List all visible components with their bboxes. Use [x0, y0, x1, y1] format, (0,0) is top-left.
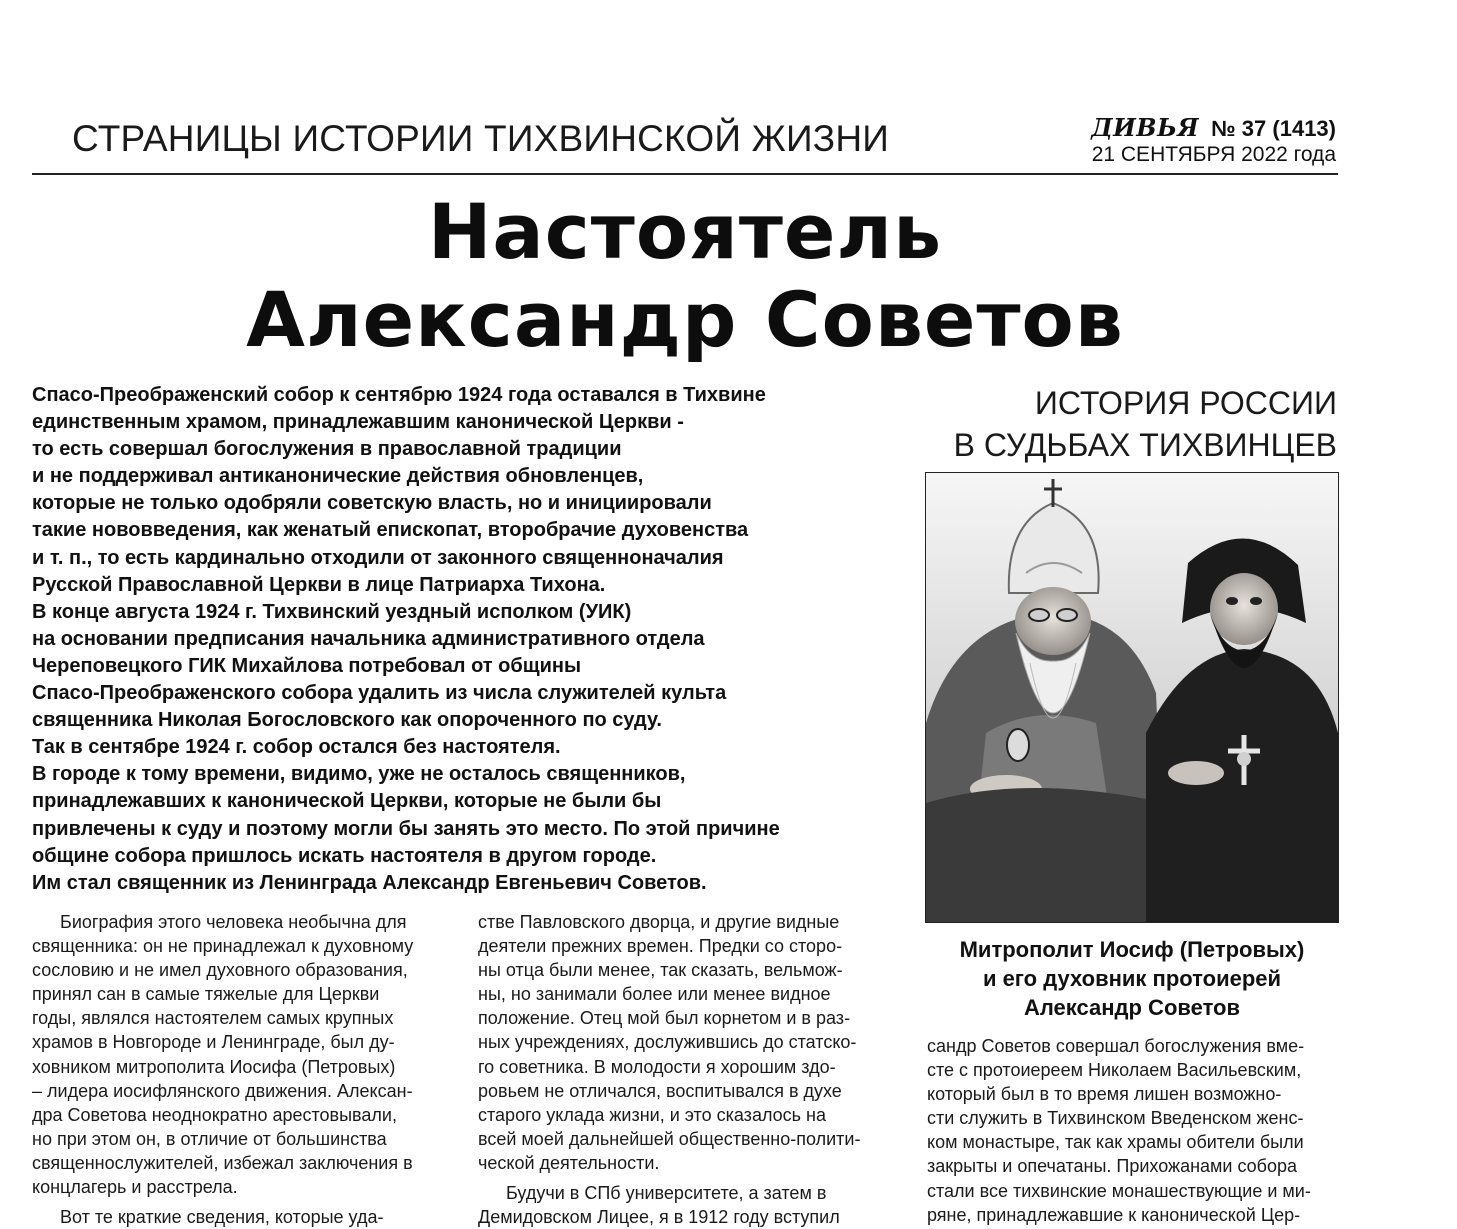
rubric-line-2: В СУДЬБАХ ТИХВИНЦЕВ [953, 427, 1337, 463]
lead-line: Так в сентябре 1924 г. собор остался без настоятеля. [32, 736, 561, 759]
issue-date: 21 СЕНТЯБРЯ 2022 года [1091, 143, 1336, 166]
headline-line-2: Александр Советов [246, 275, 1124, 364]
portrait-photo [925, 472, 1339, 923]
lead-line: принадлежавших к канонической Церкви, которые не были бы [32, 790, 662, 813]
column-line: годы, являлся настоятелем самых крупных [32, 1008, 394, 1029]
lead-line: В городе к тому времени, видимо, уже не осталось священников, [32, 763, 686, 786]
lead-line: привлечены к суду и поэтому могли бы занять это место. По этой причине [32, 817, 780, 840]
column-line: Биография этого человека необычна для [60, 912, 407, 932]
column-line: сословию и не имел духовного образования, [32, 960, 408, 981]
column-line: стали все тихвинские монашествующие и ми- [927, 1180, 1311, 1201]
rubric-line-1: ИСТОРИЯ РОССИИ [1034, 385, 1337, 421]
column-line: священника: он не принадлежал к духовному [32, 936, 414, 957]
column-line: деятели прежних времен. Предки со сторо- [478, 936, 843, 957]
column-line: закрыты и опечатаны. Прихожанами собора [927, 1156, 1298, 1177]
lead-line: и т. п., то есть кардинально отходили от законного священноначалия [32, 546, 724, 569]
caption-line-3: Александр Советов [1023, 995, 1241, 1020]
column-line: концлагерь и расстрела. [32, 1177, 238, 1198]
column-line: но при этом он, в отличие от большинства [32, 1128, 387, 1149]
column-line: ных учреждениях, дослужившись до статско- [478, 1032, 857, 1053]
lead-line: на основании предписания начальника административного отдела [32, 627, 705, 650]
newspaper-name: ДИВЬЯ [1091, 113, 1200, 142]
caption-line-2: и его духовник протоиерей [982, 966, 1282, 991]
column-line: принял сан в самые тяжелые для Церкви [32, 984, 380, 1005]
masthead [1091, 114, 1336, 167]
article-lead [32, 382, 900, 897]
lead-line: Череповецкого ГИК Михайлова потребовал от общины [32, 654, 582, 677]
column-line: ком монастыре, так как храмы обители были [927, 1132, 1304, 1153]
lead-line: священника Николая Богословского как опороченного по суду. [32, 709, 662, 732]
section-title: СТРАНИЦЫ ИСТОРИИ ТИХВИНСКОЙ ЖИЗНИ [72, 118, 890, 159]
photo-illustration [926, 473, 1338, 922]
lead-line: и не поддерживал антиканонические действия обновленцев, [32, 465, 644, 488]
lead-line: единственным храмом, принадлежавшим канонической Церкви - [32, 411, 684, 434]
rubric-heading [954, 382, 1337, 466]
column-line: Будучи в СПб университете, а затем в [506, 1183, 827, 1204]
column-line: го советника. В молодости я хорошим здо- [478, 1056, 836, 1077]
column-line: сти служить в Тихвинском Введенском женс- [927, 1108, 1304, 1129]
issue-number: № 37 (1413) [1211, 116, 1336, 141]
article-headline [32, 188, 1338, 364]
column-line: который был в то время лишен возможно- [927, 1084, 1282, 1105]
column-line: ны, но занимали более или менее видное [478, 984, 831, 1005]
column-line: всей моей дальнейшей общественно-полити- [478, 1128, 861, 1149]
column-line: сте с протоиереем Николаем Васильевским, [927, 1060, 1302, 1081]
caption-line-1: Митрополит Иосиф (Петровых) [959, 937, 1305, 962]
column-line: положение. Отец мой был корнетом и в раз- [478, 1008, 851, 1029]
lead-line: Им стал священник из Ленинграда Александр Евгеньевич Советов. [32, 871, 707, 894]
column-line: храмов в Новгороде и Ленинграде, был ду- [32, 1032, 395, 1053]
lead-line: Спасо-Преображенского собора удалить из числа служителей культа [32, 682, 727, 705]
lead-line: общине собора пришлось искать настоятеля в другом городе. [32, 844, 657, 867]
column-line: старого уклада жизни, и это сказалось на [478, 1104, 826, 1125]
body-column-3 [927, 1034, 1347, 1227]
header-rule [32, 173, 1338, 175]
lead-line: которые не только одобряли советскую власть, но и инициировали [32, 492, 712, 515]
column-line: ны отца были менее, так сказать, вельмож- [478, 960, 843, 981]
lead-line: Спасо-Преображенский собор к сентябрю 1924 года оставался в Тихвине [32, 384, 766, 406]
lead-line: В конце августа 1924 г. Тихвинский уездный исполком (УИК) [32, 600, 632, 623]
column-line: Вот те краткие сведения, которые уда- [60, 1207, 384, 1228]
column-line: сандр Советов совершал богослужения вме- [927, 1036, 1305, 1056]
column-line: ческой деятельности. [478, 1152, 660, 1173]
photo-caption [922, 935, 1342, 1022]
lead-line: такие нововведения, как женатый епископат, второбрачие духовенства [32, 519, 749, 542]
lead-line: то есть совершал богослужения в православной традиции [32, 438, 622, 461]
column-line: – лидера иосифлянского движения. Алексан- [32, 1080, 413, 1101]
body-column-1 [32, 910, 452, 1229]
column-line: ряне, принадлежавшие к канонической Цер- [927, 1204, 1301, 1225]
headline-line-1: Настоятель [427, 187, 943, 276]
column-line: ровьем не отличался, воспитывался в духе [478, 1080, 842, 1101]
column-line: Демидовском Лицее, я в 1912 году вступил [478, 1207, 840, 1228]
column-line: священнослужителей, избежал заключения в [32, 1152, 413, 1173]
column-line: дра Советова неоднократно арестовывали, [32, 1104, 397, 1125]
body-column-2 [478, 910, 898, 1229]
lead-line: Русской Православной Церкви в лице Патриарха Тихона. [32, 573, 606, 596]
column-line: ховником митрополита Иосифа (Петровых) [32, 1056, 396, 1077]
column-line: стве Павловского дворца, и другие видные [478, 912, 840, 932]
